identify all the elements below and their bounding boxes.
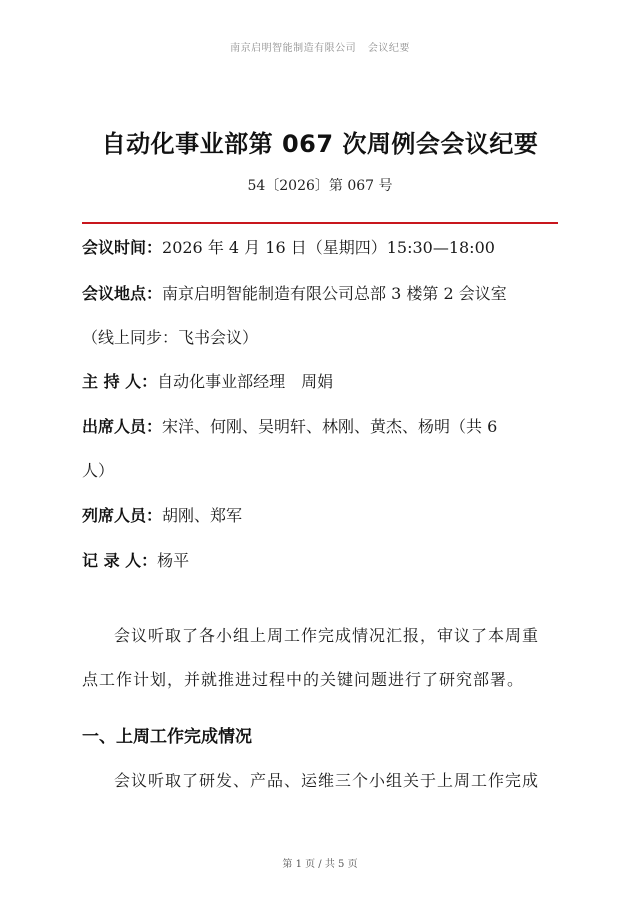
meeting-recorder-label: 记 录 人： — [82, 551, 158, 570]
meeting-host-value: 自动化事业部经理 周娟 — [157, 372, 334, 391]
meeting-attendees — [82, 417, 562, 481]
meeting-time — [82, 238, 562, 258]
meeting-recorder — [82, 551, 562, 571]
document-number: 54〔2026〕第 067 号 — [247, 178, 393, 194]
meeting-attendees-value-cont: 人） — [82, 461, 115, 480]
meeting-place-value: 南京启明智能制造有限公司总部 3 楼第 2 会议室 — [162, 284, 507, 303]
intro-paragraph — [82, 626, 562, 690]
meeting-observers-value: 胡刚、郑军 — [162, 506, 243, 525]
meeting-attendees-value: 宋洋、何刚、吴明轩、林刚、黄杰、杨明（共 6 — [162, 417, 498, 436]
red-divider — [82, 222, 558, 224]
section-1-line-1: 会议听取了研发、产品、运维三个小组关于上周工作完成 — [114, 771, 540, 790]
meeting-host — [82, 372, 562, 392]
section-1-paragraph — [82, 771, 562, 791]
intro-line-2: 点工作计划，并就推进过程中的关键问题进行了研究部署。 — [82, 670, 525, 689]
meeting-recorder-value: 杨平 — [157, 551, 190, 570]
meeting-observers — [82, 506, 562, 526]
meeting-place-label: 会议地点： — [82, 284, 163, 303]
header-company: 南京启明智能制造有限公司 — [230, 43, 357, 54]
page-footer: 第 1 页 / 共 5 页 — [282, 859, 358, 870]
running-header — [0, 39, 640, 54]
meeting-place-value-cont: （线上同步：飞书会议） — [82, 328, 259, 347]
meeting-observers-label: 列席人员： — [82, 506, 163, 525]
meeting-time-label: 会议时间： — [82, 238, 163, 257]
intro-line-1: 会议听取了各小组上周工作完成情况汇报，审议了本周重 — [114, 626, 540, 645]
header-doc-type: 会议纪要 — [367, 43, 410, 54]
meeting-time-value: 2026 年 4 月 16 日（星期四）15:30—18:00 — [162, 238, 495, 257]
meeting-place — [82, 284, 562, 348]
meeting-host-label: 主 持 人： — [82, 372, 158, 391]
section-heading-1: 一、上周工作完成情况 — [82, 727, 252, 747]
meeting-attendees-label: 出席人员： — [82, 417, 163, 436]
document-title: 自动化事业部第 067 次周例会会议纪要 — [101, 130, 539, 158]
